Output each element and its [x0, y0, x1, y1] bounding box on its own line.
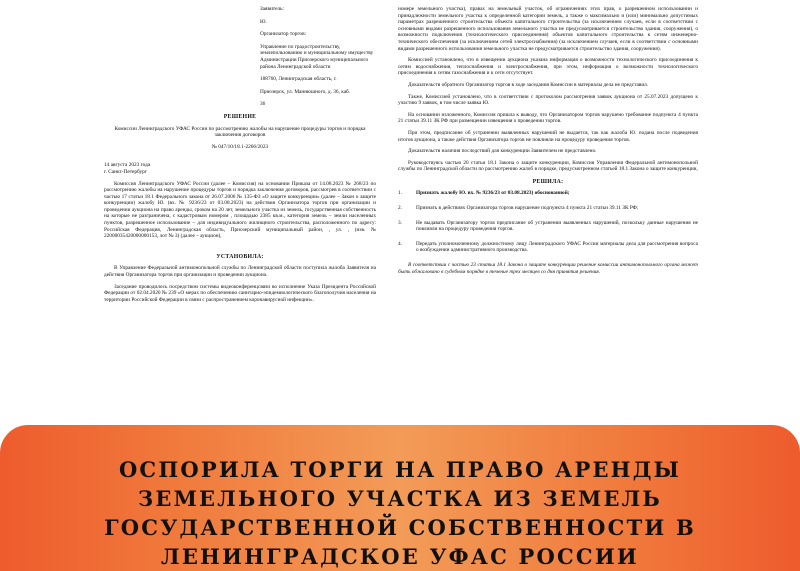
headline-line-4: ЛЕНИНГРАДСКОЕ УФАС РОССИИ: [161, 544, 639, 569]
applicant-label: Заявитель:: [260, 6, 284, 12]
document-right-column: [398, 6, 698, 280]
decision-item-number: 3.: [398, 219, 402, 226]
paragraph-findings: Комиссией установлено, что в извещении аукциона указана информация о возможности технологического присоединения к сетям водоснабжения, теплоснабжения и электроснабжения, при этом, информация о возможности технологического присоединения к сетям газоснабжения и к сети отсутствует.: [398, 57, 698, 77]
appeal-note: В соответствии с частью 23 статьи 18.1 Закона о защите конкуренции решение комиссии антимонопольного органа может быть обжаловано в судебном порядке в течение трех месяцев со дня принятия решения.: [398, 262, 698, 275]
headline-banner: [0, 425, 800, 571]
applicant-name: Ю.: [260, 18, 267, 25]
decision-item-2: [398, 205, 698, 212]
paragraph-no-consequences: Доказательств наличия последствий для конкуренции Заявителем не представлено.: [408, 148, 597, 155]
decision-item-3: [398, 220, 698, 233]
decision-heading: РЕШЕНИЕ: [223, 113, 257, 120]
decision-item-number: 1.: [398, 190, 402, 197]
decision-date: 14 августа 2023 года: [104, 162, 151, 169]
paragraph-commission: Комиссия Ленинградского УФАС России (далее – Комиссия) на основании Приказа от 14.08.2023 № 268/23 по рассмотрению жалобы на нарушение процедуры торгов и порядка заключения договоров, рассмотрев в соответствии с частью 17 статьи 18.1 Федерального закона от 26.07.2006 № 135-ФЗ «О защите конкуренции» (далее – Закон о защите конкуренции) жалобу Ю. (вх. № 9236/23 от 03.08.2023) на действия Организатора торгов при организации и проведении аукциона на право аренды, сроком на 20 лет, земельного участка из земель, государственная собственность на которые не разграничена, с кадастровым номером , площадью 2385 кв.м., категория земель – земли населенных пунктов, разрешенное использование – для индивидуального жилищного строительства, расположенного по адресу: Российская Федерация, Ленинградская область, Приозерский муниципальный район, , ул. , (изв. № 22000035420000000153, лот № 3) (далее – аукцион),: [104, 180, 376, 240]
decision-item-text: Признать в действиях Организатора торгов нарушение подпункта 4 пункта 21 статьи 39.11 ЗК РФ;: [416, 205, 639, 212]
paragraph-no-order: При этом, предписание об устранении выявленных нарушений не выдается, так как жалоба Ю. подана после подведения итогов аукциона, а также действия Организатора торгов не повлияли на процедуру проведения торгов.: [398, 129, 698, 143]
established-heading: УСТАНОВИЛА:: [216, 253, 264, 260]
decision-item-number: 2.: [398, 205, 402, 212]
decision-item-text: Признать жалобу Ю. вх. № 9236/23 от 03.08.2023) обоснованной;: [416, 190, 570, 197]
decision-item-4: [398, 241, 698, 254]
paragraph-guided-by: Руководствуясь частью 20 статьи 18.1 Закона о защите конкуренции, Комиссия Управления Федеральной антимонопольной службы по Ленинградской области по рассмотрению жалоб в порядке, предусмотренном статьей 18.1 Закона о защите конкуренции,: [398, 159, 698, 173]
decided-heading: РЕШИЛА:: [532, 178, 564, 185]
decision-item-text: Передать уполномоченному должностному лицу Ленинградского УФАС России материалы дела для рассмотрения вопроса о возбуждении административного производства.: [416, 240, 698, 254]
document-page: [80, 0, 720, 440]
paragraph-videoconference: Заседание проводилось посредством системы видеоконференцсвязи во исполнение Указа Президента Российской Федерации от 02.04.2020 № 239 «О мерах по обеспечению санитарно-эпидемиологического благополучия населения на территории Российской Федерации в связи с распространением коронавирусной инфекции».: [104, 283, 376, 303]
paragraph-no-evidence: Доказательств обратного Организатор торгов в ходе заседания Комиссии в материалы дела не представил.: [408, 81, 649, 88]
decision-item-number: 4.: [398, 240, 402, 247]
address-block: [260, 6, 378, 108]
headline-line-1: ОСПОРИЛА ТОРГИ НА ПРАВО АРЕНДЫ: [118, 457, 682, 482]
decision-city: г. Санкт-Петербург: [104, 168, 147, 175]
paragraph-protocol: Также, Комиссией установлено, что в соответствии с протоколом рассмотрения заявок аукциона от 25.07.2023 допущено к участию 9 заявок, в том числе заявка Ю.: [398, 93, 698, 107]
organizer-label: Организатор торгов:: [260, 31, 307, 38]
organizer-name: Управление по градостроительству, землепользованию и муниципальному имуществу Администрации Приозерского муниципального района Ленинградской области: [260, 43, 374, 70]
paragraph-conclusion: На основании изложенного, Комиссия пришла к выводу, что Организатором торгов нарушено требование подпункта 4 пункта 21 статьи 39.11 ЗК РФ при размещении извещения о проведении торгов.: [398, 111, 698, 125]
organizer-address-line1: 188760, Ленинградская область, г.: [260, 76, 337, 83]
headline-line-2: ЗЕМЕЛЬНОГО УЧАСТКА ИЗ ЗЕМЕЛЬ: [138, 486, 662, 511]
headline-text: [0, 455, 800, 571]
headline-line-3: ГОСУДАРСТВЕННОЙ СОБСТВЕННОСТИ В: [104, 515, 696, 540]
document-left-column: [104, 6, 376, 308]
case-number: № 047/10/18.1-2266/2023: [211, 143, 269, 150]
decision-item-text: Не выдавать Организатору торгов предписание об устранении выявленных нарушений, поскольку данные нарушения не повлияли на процедуру проведения торгов.: [416, 219, 698, 233]
paragraph-complaint: В Управление Федеральной антимонопольной службы по Ленинградской области поступила жалоба Заявителя на действия Организатора торгов при организации и проведении аукциона.: [104, 265, 376, 279]
decision-subtitle: Комиссии Ленинградского УФАС России по рассмотрению жалобы на нарушение процедуры торгов и порядка заключения договоров: [114, 125, 366, 139]
organizer-address-line2: Приозерск, ул. Маннюшного, д. 36, каб.: [260, 88, 351, 95]
decision-item-1: [398, 190, 698, 197]
paragraph-land-info: номере земельного участка), правах на земельный участок, об ограничениях этих прав, о разрешенном использовании и принадлежности земельного участка к определенной категории земель, а также о максимально и (или) минимально допустимых параметрах разрешенного строительства объекта капитального строительства (за исключением случаев, если в соответствии с основными видами разрешенного использования земельного участка не предусматривается строительство здания, сооружения), о возможности подключения (технологического присоединения) объектов капитального строительства к сетям инженерно-технического обеспечения (за исключением сетей электроснабжения) (за исключением случаев, если в соответствии с основными видами разрешенного использования земельного участка не предусматривается строительство здания, сооружения).: [398, 6, 698, 52]
organizer-address-line3: 36: [260, 101, 266, 108]
